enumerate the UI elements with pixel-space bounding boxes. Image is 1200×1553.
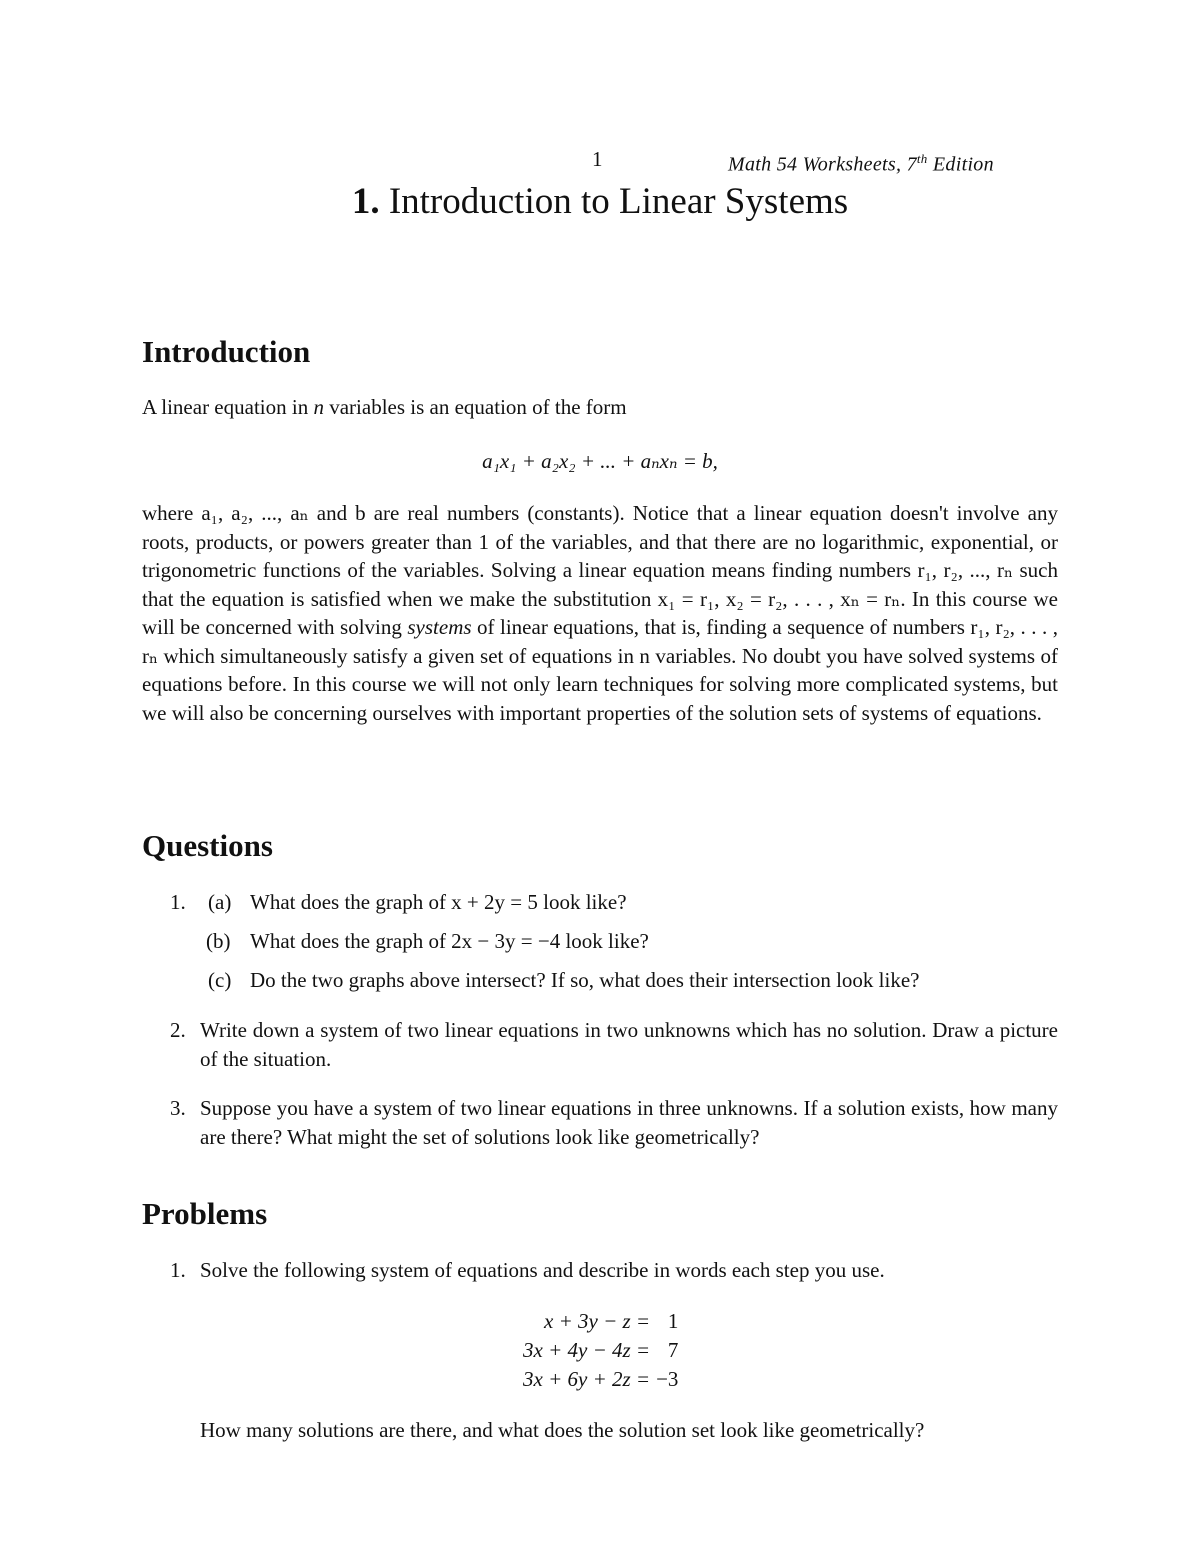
question-3-number: 3. xyxy=(170,1096,186,1120)
question-1b-text: What does the graph of 2x − 3y = −4 look like? xyxy=(250,929,649,953)
page-number: 1 xyxy=(592,147,603,171)
page-title xyxy=(0,180,1200,224)
introduction-body xyxy=(142,499,1058,727)
body-emphasis: systems xyxy=(407,615,472,639)
problem-1-number: 1. xyxy=(170,1258,186,1282)
question-1b-label: (b) xyxy=(206,929,231,953)
question-2-number: 2. xyxy=(170,1018,186,1042)
chapter-title: Introduction to Linear Systems xyxy=(388,181,849,222)
equation-rhs: −3 xyxy=(656,1367,679,1392)
question-1-number: 1. xyxy=(170,890,186,914)
equation-lhs: 3x + 6y + 2z = xyxy=(523,1367,651,1392)
equation-row xyxy=(520,1365,681,1394)
running-header xyxy=(728,145,994,179)
question-3-text: Suppose you have a system of two linear equations in three unknowns. If a solution exists, how many are there? What might the set of solutions look like geometrically? xyxy=(200,1096,1058,1149)
lead-text-2: variables is an equation of the form xyxy=(323,395,627,419)
equation-lhs: x + 3y − z = xyxy=(544,1309,651,1334)
equation-lhs: 3x + 4y − 4z = xyxy=(523,1338,651,1363)
introduction-lead xyxy=(142,393,1058,422)
body-text-2: of linear equations, that is, finding a sequence of numbers r₁, r₂, . . . , rₙ which simultaneously satisfy a given set of equations in n variables. No doubt you have solved systems of equations before. In this course we will not only learn techniques for solving more complicated systems, but we will also be concerning ourselves with important properties of the solution sets of systems of equations. xyxy=(142,615,1058,725)
question-1a-text: What does the graph of x + 2y = 5 look like? xyxy=(250,890,627,914)
running-header-suffix: Edition xyxy=(927,153,994,176)
question-1c-label: (c) xyxy=(208,968,232,992)
lead-text-1: A linear equation in xyxy=(142,395,314,419)
introduction-heading: Introduction xyxy=(142,334,311,369)
equation-rhs: 1 xyxy=(667,1309,679,1334)
equation-rhs: 7 xyxy=(667,1338,679,1363)
running-header-prefix: Math 54 Worksheets, 7 xyxy=(728,153,917,176)
linear-equation-formula: a₁x₁ + a₂x₂ + ... + aₙxₙ = b, xyxy=(482,449,718,473)
question-1a-label: (a) xyxy=(208,890,232,914)
chapter-number: 1. xyxy=(351,181,380,222)
lead-variable: n xyxy=(313,395,324,419)
question-2-text: Write down a system of two linear equations in two unknowns which has no solution. Draw a picture of the situation. xyxy=(200,1018,1058,1071)
problems-heading: Problems xyxy=(142,1196,268,1231)
problem-1-followup: How many solutions are there, and what does the solution set look like geometrically? xyxy=(200,1418,925,1442)
equation-system xyxy=(520,1307,681,1394)
questions-heading: Questions xyxy=(142,828,273,863)
equation-row xyxy=(520,1307,681,1336)
body-text-1: where a₁, a₂, ..., aₙ and b are real numbers (constants). Notice that a linear equation doesn't involve any roots, products, or powers greater than 1 of the variables, and that there are no logarithmic, exponential, or trigonometric functions of the variables. Solving a linear equation means finding numbers r₁, r₂, ..., rₙ such that the equation is satisfied when we make the substitution x₁ = r₁, x₂ = r₂, . . . , xₙ = rₙ. In this course we will be concerned with solving xyxy=(142,501,1058,639)
question-1c-text: Do the two graphs above intersect? If so, what does their intersection look like? xyxy=(250,968,920,992)
running-header-sup: th xyxy=(916,151,928,166)
equation-row xyxy=(520,1336,681,1365)
problem-1-text: Solve the following system of equations and describe in words each step you use. xyxy=(200,1258,885,1282)
